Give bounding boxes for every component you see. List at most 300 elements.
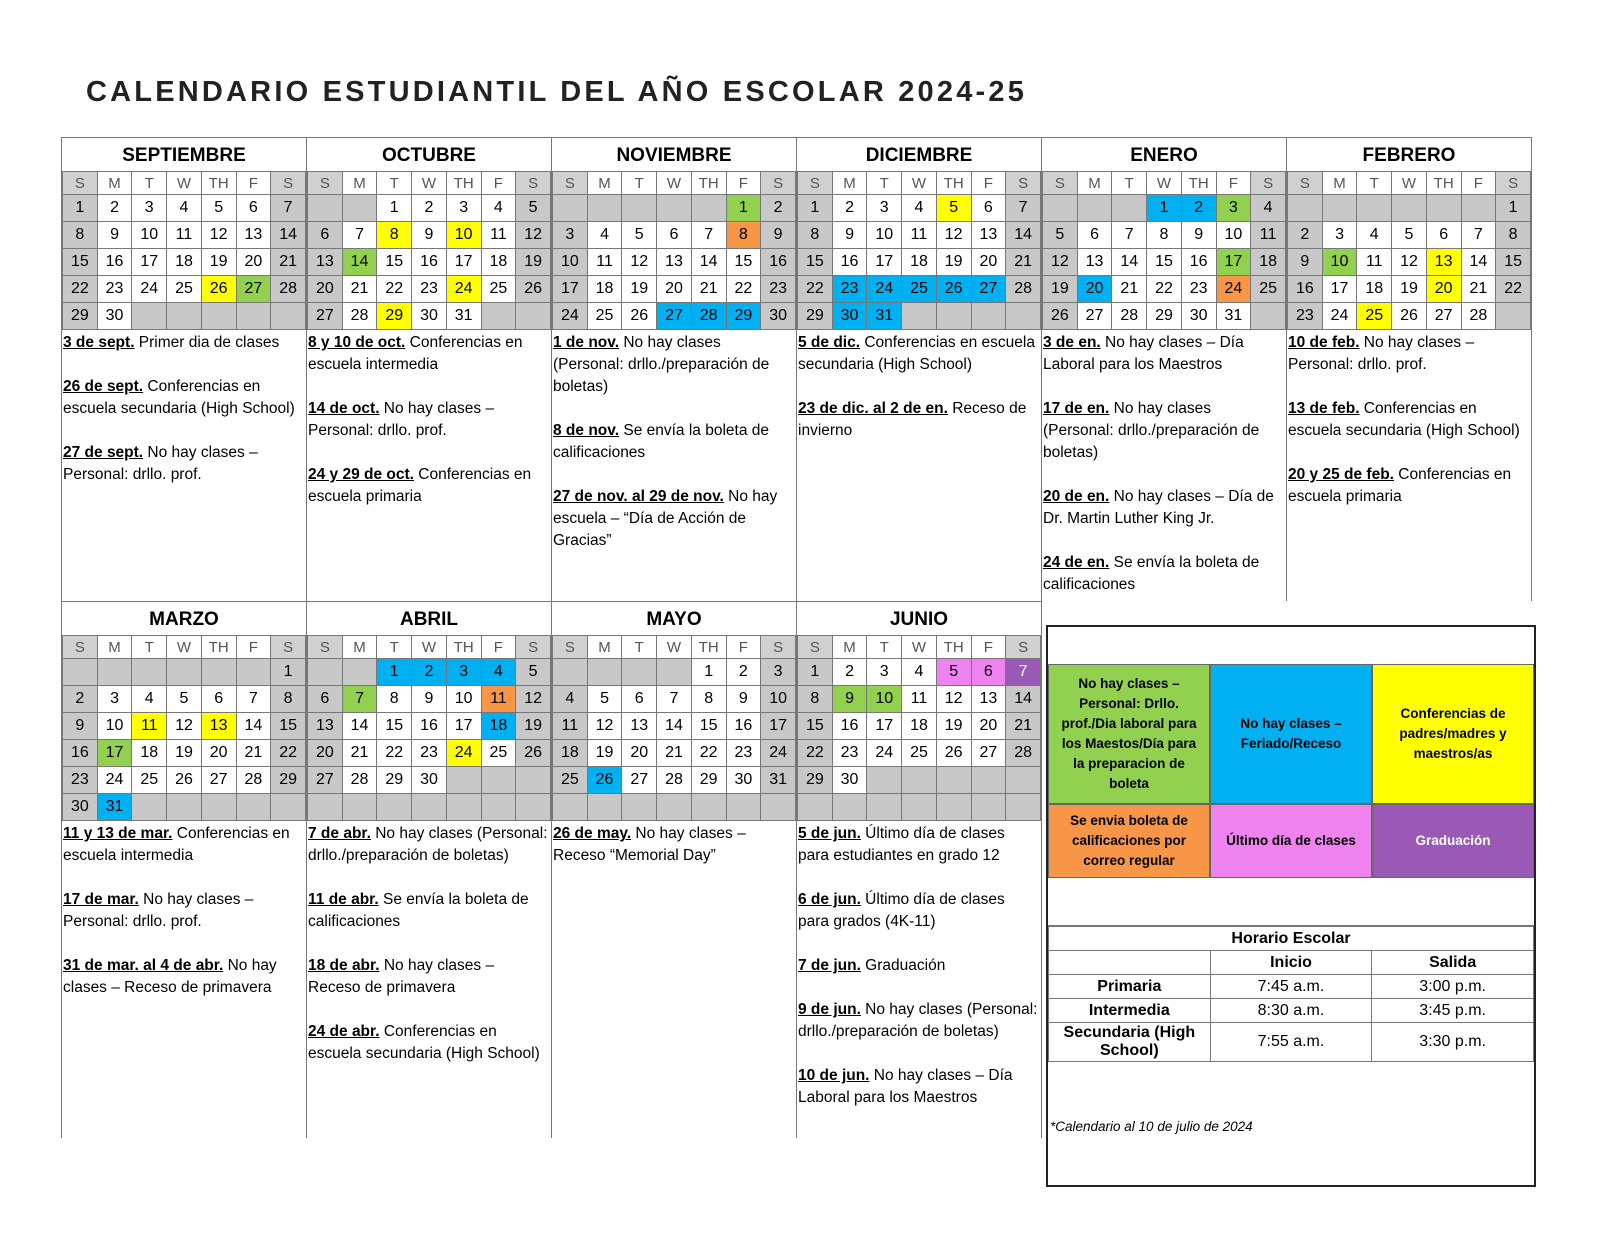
day-cell: 5	[587, 686, 622, 713]
day-cell: 8	[377, 222, 412, 249]
day-cell: 14	[1006, 222, 1041, 249]
day-cell: 19	[936, 249, 971, 276]
day-cell: 15	[1147, 249, 1182, 276]
month-notes	[1287, 330, 1531, 601]
note-date: 24 y 29 de oct.	[308, 466, 414, 483]
day-cell: 10	[867, 686, 902, 713]
day-cell: 24	[761, 740, 796, 767]
day-cell: 4	[902, 659, 937, 686]
note-item	[798, 999, 1040, 1043]
day-cell: 25	[132, 767, 167, 794]
note-text: Receso de invierno	[798, 400, 1027, 439]
day-cell: 15	[377, 249, 412, 276]
day-cell: 5	[167, 686, 202, 713]
note-date: 3 de sept.	[63, 334, 135, 351]
day-cell: 28	[1006, 276, 1041, 303]
day-cell	[1426, 195, 1461, 222]
note-text: Conferencias en escuela intermedia	[63, 825, 290, 864]
day-cell: 17	[867, 713, 902, 740]
day-cell: 3	[867, 659, 902, 686]
day-cell: 17	[97, 740, 132, 767]
day-cell: 23	[1181, 276, 1216, 303]
note-item	[1043, 486, 1285, 530]
month-marzo	[62, 601, 307, 1138]
day-cell: 2	[97, 195, 132, 222]
day-cell	[63, 659, 98, 686]
day-cell	[342, 659, 377, 686]
day-cell: 8	[726, 222, 761, 249]
note-text: Último día de clases para grados (4K-11)	[798, 891, 1005, 930]
day-cell	[167, 303, 202, 330]
weekday-header: S	[1251, 172, 1286, 195]
schedule-level: Secundaria (High School)	[1049, 1023, 1211, 1062]
day-cell: 24	[553, 303, 588, 330]
note-item	[553, 420, 795, 464]
weekday-header: T	[132, 172, 167, 195]
day-cell: 4	[902, 195, 937, 222]
day-cell: 5	[516, 659, 551, 686]
day-cell: 29	[798, 303, 833, 330]
note-item	[63, 955, 305, 999]
day-cell	[1392, 195, 1427, 222]
day-cell: 25	[587, 303, 622, 330]
day-cell: 23	[63, 767, 98, 794]
day-cell	[902, 767, 937, 794]
weekday-header: F	[1461, 172, 1496, 195]
day-cell: 22	[798, 740, 833, 767]
day-cell: 14	[342, 713, 377, 740]
day-cell: 14	[236, 713, 271, 740]
day-cell: 10	[867, 222, 902, 249]
weekday-header: T	[377, 172, 412, 195]
note-date: 8 y 10 de oct.	[308, 334, 406, 351]
day-cell: 20	[1426, 276, 1461, 303]
day-cell: 13	[657, 249, 692, 276]
day-cell: 4	[1357, 222, 1392, 249]
day-cell: 26	[167, 767, 202, 794]
day-cell: 10	[553, 249, 588, 276]
day-cell: 11	[167, 222, 202, 249]
day-cell: 29	[691, 767, 726, 794]
schedule-end: 3:30 p.m.	[1372, 1023, 1534, 1062]
day-cell: 17	[761, 713, 796, 740]
day-cell: 27	[657, 303, 692, 330]
schedule-corner	[1049, 951, 1211, 975]
day-cell	[587, 195, 622, 222]
day-cell	[622, 659, 657, 686]
schedule-end: 3:00 p.m.	[1372, 975, 1534, 999]
weekday-header: M	[587, 636, 622, 659]
day-cell: 12	[516, 222, 551, 249]
day-cell: 16	[832, 249, 867, 276]
month-notes	[552, 330, 796, 601]
weekday-header: M	[97, 172, 132, 195]
day-cell: 18	[132, 740, 167, 767]
day-cell: 1	[63, 195, 98, 222]
note-date: 27 de sept.	[63, 444, 144, 461]
day-cell: 6	[1426, 222, 1461, 249]
day-cell: 23	[761, 276, 796, 303]
note-text: Conferencias en escuela primaria	[308, 466, 532, 505]
day-cell: 14	[1006, 686, 1041, 713]
note-item	[553, 823, 795, 867]
day-cell: 26	[622, 303, 657, 330]
weekday-header: F	[236, 636, 271, 659]
month-notes	[797, 330, 1041, 601]
month-grid	[307, 635, 551, 821]
day-cell: 2	[726, 659, 761, 686]
day-cell	[832, 794, 867, 821]
day-cell	[167, 659, 202, 686]
day-cell: 8	[798, 686, 833, 713]
day-cell: 29	[1147, 303, 1182, 330]
legend-item: Conferencias de padres/madres y maestros/as	[1372, 664, 1534, 804]
day-cell	[1077, 195, 1112, 222]
day-cell: 1	[798, 659, 833, 686]
note-date: 11 de abr.	[308, 891, 379, 908]
day-cell	[516, 767, 551, 794]
day-cell: 30	[63, 794, 98, 821]
note-text: No hay clases – Día Laboral para los Maestros	[798, 1067, 1013, 1106]
weekday-header: TH	[446, 172, 481, 195]
month-notes	[62, 330, 306, 601]
day-cell: 11	[1357, 249, 1392, 276]
day-cell: 12	[516, 686, 551, 713]
day-cell: 27	[308, 303, 343, 330]
weekday-header: TH	[936, 636, 971, 659]
weekday-header: M	[342, 636, 377, 659]
day-cell	[553, 195, 588, 222]
day-cell: 1	[726, 195, 761, 222]
weekday-header: F	[726, 636, 761, 659]
day-cell: 28	[236, 767, 271, 794]
day-cell: 4	[132, 686, 167, 713]
day-cell: 20	[622, 740, 657, 767]
note-text: Se envía la boleta de calificaciones	[1043, 554, 1260, 593]
day-cell: 11	[553, 713, 588, 740]
day-cell	[516, 303, 551, 330]
day-cell: 1	[691, 659, 726, 686]
day-cell: 28	[657, 767, 692, 794]
weekday-header: M	[832, 172, 867, 195]
day-cell: 1	[377, 195, 412, 222]
day-cell: 9	[726, 686, 761, 713]
day-cell	[271, 303, 306, 330]
legend-grid	[1048, 664, 1534, 878]
day-cell: 16	[726, 713, 761, 740]
day-cell: 13	[622, 713, 657, 740]
day-cell: 16	[97, 249, 132, 276]
month-name: NOVIEMBRE	[616, 145, 732, 166]
note-text: Conferencias en escuela primaria	[1288, 466, 1512, 505]
day-cell: 20	[971, 249, 1006, 276]
day-cell	[867, 794, 902, 821]
month-name: FEBRERO	[1362, 145, 1456, 166]
day-cell	[132, 659, 167, 686]
weekday-header: TH	[446, 636, 481, 659]
day-cell: 14	[691, 249, 726, 276]
month-name: SEPTIEMBRE	[122, 145, 246, 166]
note-date: 11 y 13 de mar.	[63, 825, 173, 842]
day-cell: 25	[902, 740, 937, 767]
note-date: 3 de en.	[1043, 334, 1101, 351]
note-date: 20 y 25 de feb.	[1288, 466, 1394, 483]
day-cell	[167, 794, 202, 821]
day-cell	[1496, 303, 1531, 330]
day-cell: 27	[1426, 303, 1461, 330]
day-cell	[308, 659, 343, 686]
month-name: ENERO	[1130, 145, 1198, 166]
weekday-header: F	[726, 172, 761, 195]
day-cell: 22	[1147, 276, 1182, 303]
day-cell	[236, 303, 271, 330]
day-cell: 31	[761, 767, 796, 794]
note-text: Se envía la boleta de calificaciones	[308, 891, 529, 930]
day-cell	[587, 659, 622, 686]
day-cell: 7	[657, 686, 692, 713]
day-cell: 24	[132, 276, 167, 303]
day-cell: 4	[553, 686, 588, 713]
note-date: 13 de feb.	[1288, 400, 1360, 417]
schedule-title: Horario Escolar	[1049, 927, 1534, 951]
day-cell: 14	[1112, 249, 1147, 276]
day-cell: 5	[936, 659, 971, 686]
day-cell: 6	[236, 195, 271, 222]
note-date: 20 de en.	[1043, 488, 1110, 505]
month-notes	[552, 821, 796, 1138]
day-cell: 30	[726, 767, 761, 794]
day-cell	[308, 794, 343, 821]
day-cell	[342, 794, 377, 821]
day-cell: 10	[761, 686, 796, 713]
day-cell: 22	[377, 740, 412, 767]
month-mayo	[552, 601, 797, 1138]
note-item	[63, 442, 305, 486]
weekday-header: S	[271, 636, 306, 659]
weekday-header: T	[377, 636, 412, 659]
day-cell	[1006, 767, 1041, 794]
day-cell: 13	[971, 222, 1006, 249]
day-cell: 18	[167, 249, 202, 276]
day-cell: 6	[971, 659, 1006, 686]
day-cell: 4	[1251, 195, 1286, 222]
day-cell: 5	[936, 195, 971, 222]
day-cell	[622, 794, 657, 821]
day-cell	[377, 794, 412, 821]
schedule-start: 7:55 a.m.	[1210, 1023, 1372, 1062]
day-cell	[1288, 195, 1323, 222]
note-text: No hay clases (Personal: drllo./preparación de boletas)	[1043, 400, 1260, 461]
weekday-header: T	[1112, 172, 1147, 195]
day-cell: 29	[798, 767, 833, 794]
day-cell: 27	[622, 767, 657, 794]
note-text: No hay clases – Personal: drllo. prof.	[308, 400, 495, 439]
schedule-col-start: Inicio	[1210, 951, 1372, 975]
day-cell: 1	[798, 195, 833, 222]
day-cell: 15	[1496, 249, 1531, 276]
note-text: Conferencias en escuela secundaria (High School)	[1288, 400, 1520, 439]
day-cell	[412, 794, 447, 821]
month-name: JUNIO	[889, 609, 949, 630]
day-cell: 24	[446, 740, 481, 767]
weekday-header: S	[1006, 172, 1041, 195]
day-cell: 29	[377, 303, 412, 330]
note-date: 31 de mar. al 4 de abr.	[63, 957, 224, 974]
day-cell: 6	[308, 222, 343, 249]
weekday-header: W	[1147, 172, 1182, 195]
day-cell: 13	[308, 713, 343, 740]
day-cell: 8	[1147, 222, 1182, 249]
weekday-header: M	[342, 172, 377, 195]
month-junio	[797, 601, 1042, 1138]
note-text: No hay escuela – “Día de Acción de Gracias”	[553, 488, 778, 549]
day-cell: 6	[657, 222, 692, 249]
day-cell: 7	[691, 222, 726, 249]
day-cell: 9	[832, 222, 867, 249]
note-text: No hay clases (Personal: drllo./preparación de boletas)	[308, 825, 548, 864]
day-cell: 4	[167, 195, 202, 222]
month-febrero	[1287, 137, 1532, 601]
day-cell: 3	[97, 686, 132, 713]
weekday-header: S	[516, 636, 551, 659]
day-cell: 24	[867, 740, 902, 767]
day-cell	[936, 767, 971, 794]
day-cell: 9	[1288, 249, 1323, 276]
month-name: DICIEMBRE	[865, 145, 973, 166]
weekday-header: S	[761, 172, 796, 195]
day-cell: 30	[97, 303, 132, 330]
legend-item: Se envia boleta de calificaciones por correo regular	[1048, 804, 1210, 878]
day-cell	[1251, 303, 1286, 330]
note-item	[1288, 332, 1530, 376]
note-item	[798, 955, 1040, 977]
day-cell: 18	[587, 276, 622, 303]
day-cell: 3	[867, 195, 902, 222]
day-cell: 3	[446, 659, 481, 686]
note-text: Conferencias en escuela intermedia	[308, 334, 523, 373]
day-cell	[1322, 195, 1357, 222]
weekday-header: S	[516, 172, 551, 195]
day-cell: 18	[902, 713, 937, 740]
day-cell: 15	[271, 713, 306, 740]
month-grid	[552, 635, 796, 821]
note-date: 26 de sept.	[63, 378, 144, 395]
weekday-header: TH	[691, 636, 726, 659]
day-cell: 24	[1216, 276, 1251, 303]
day-cell	[342, 195, 377, 222]
day-cell	[971, 794, 1006, 821]
day-cell: 26	[516, 740, 551, 767]
note-item	[798, 398, 1040, 442]
month-octubre	[307, 137, 552, 601]
note-item	[63, 823, 305, 867]
month-notes	[307, 330, 551, 601]
day-cell: 2	[63, 686, 98, 713]
legend-panel	[1046, 625, 1536, 1187]
day-cell: 27	[308, 767, 343, 794]
weekday-header: M	[832, 636, 867, 659]
day-cell: 26	[1043, 303, 1078, 330]
schedule-col-end: Salida	[1372, 951, 1534, 975]
day-cell: 3	[1322, 222, 1357, 249]
day-cell: 15	[691, 713, 726, 740]
day-cell: 18	[1251, 249, 1286, 276]
schedule-level: Intermedia	[1049, 999, 1211, 1023]
day-cell: 19	[516, 713, 551, 740]
month-grid	[62, 171, 306, 330]
calendar-row-1	[61, 137, 1537, 601]
note-date: 14 de oct.	[308, 400, 380, 417]
day-cell	[936, 794, 971, 821]
month-grid	[797, 635, 1041, 821]
day-cell: 6	[308, 686, 343, 713]
weekday-header: S	[308, 172, 343, 195]
page-title: CALENDARIO ESTUDIANTIL DEL AÑO ESCOLAR 2024-25	[86, 76, 1028, 108]
day-cell: 25	[481, 740, 516, 767]
month-name: OCTUBRE	[382, 145, 476, 166]
day-cell: 12	[167, 713, 202, 740]
day-cell: 7	[342, 222, 377, 249]
note-date: 17 de en.	[1043, 400, 1110, 417]
day-cell: 7	[1006, 659, 1041, 686]
day-cell: 28	[271, 276, 306, 303]
day-cell: 2	[832, 659, 867, 686]
day-cell	[657, 195, 692, 222]
note-item	[63, 889, 305, 933]
month-name: ABRIL	[399, 609, 459, 630]
day-cell	[936, 303, 971, 330]
day-cell	[726, 794, 761, 821]
day-cell	[902, 794, 937, 821]
day-cell: 2	[1288, 222, 1323, 249]
day-cell: 13	[1077, 249, 1112, 276]
day-cell: 31	[1216, 303, 1251, 330]
day-cell: 6	[1077, 222, 1112, 249]
day-cell: 19	[622, 276, 657, 303]
day-cell: 24	[446, 276, 481, 303]
month-notes	[1042, 330, 1286, 601]
day-cell: 5	[201, 195, 236, 222]
day-cell: 16	[1288, 276, 1323, 303]
note-item	[1288, 464, 1530, 508]
day-cell: 30	[412, 303, 447, 330]
day-cell: 8	[691, 686, 726, 713]
weekday-header: M	[97, 636, 132, 659]
schedule-row	[1049, 1023, 1534, 1062]
note-item	[798, 1065, 1040, 1109]
day-cell	[236, 659, 271, 686]
weekday-header: TH	[201, 172, 236, 195]
day-cell	[691, 794, 726, 821]
day-cell: 30	[1181, 303, 1216, 330]
day-cell: 12	[201, 222, 236, 249]
note-date: 24 de abr.	[308, 1023, 380, 1040]
day-cell: 25	[553, 767, 588, 794]
day-cell: 22	[377, 276, 412, 303]
day-cell	[1006, 303, 1041, 330]
day-cell: 21	[342, 276, 377, 303]
day-cell	[132, 794, 167, 821]
day-cell: 23	[97, 276, 132, 303]
day-cell: 20	[308, 740, 343, 767]
weekday-header: W	[1392, 172, 1427, 195]
note-date: 6 de jun.	[798, 891, 861, 908]
day-cell: 7	[1006, 195, 1041, 222]
note-item	[1288, 398, 1530, 442]
month-abril	[307, 601, 552, 1138]
day-cell: 10	[132, 222, 167, 249]
day-cell: 8	[377, 686, 412, 713]
